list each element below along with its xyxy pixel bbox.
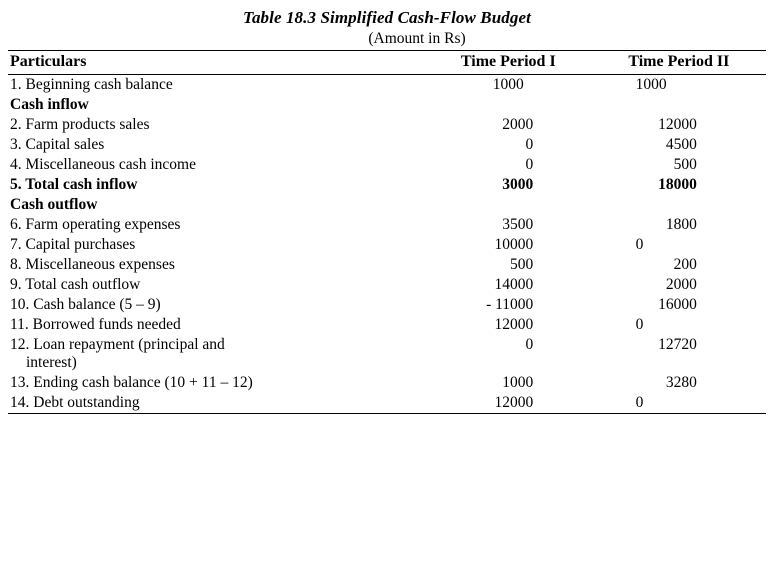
row-value-period-1 — [425, 115, 592, 135]
value-text: 3000 — [502, 176, 534, 193]
value-text: 18000 — [658, 176, 697, 193]
row-value-period-1 — [425, 275, 592, 295]
row-value-period-1 — [425, 155, 592, 175]
row-label: 2. Farm products sales — [10, 116, 150, 133]
table-row — [8, 195, 766, 215]
row-label: 1. Beginning cash balance — [10, 76, 173, 93]
value-text: 500 — [673, 156, 697, 173]
row-value-period-1 — [425, 295, 592, 315]
row-label — [8, 335, 425, 373]
row-value-period-2 — [592, 115, 766, 135]
value-text: 10000 — [494, 236, 534, 253]
row-value-period-2 — [592, 95, 766, 115]
row-value-period-2 — [592, 373, 766, 393]
row-value-period-1 — [425, 195, 592, 215]
row-value-period-2 — [592, 215, 766, 235]
value-text: 0 — [525, 136, 534, 153]
row-value-period-2 — [592, 195, 766, 215]
table-row — [8, 315, 766, 335]
row-label: 8. Miscellaneous expenses — [10, 256, 175, 273]
row-label-line-1: 12. Loan repayment (principal and — [10, 336, 225, 353]
table-head — [8, 51, 766, 75]
value-text: 500 — [510, 256, 534, 273]
row-value-period-1 — [425, 315, 592, 335]
row-value-period-1 — [425, 175, 592, 195]
row-value-period-1 — [425, 235, 592, 255]
row-value-period-1 — [425, 215, 592, 235]
table-row — [8, 95, 766, 115]
row-value-period-1 — [425, 95, 592, 115]
value-text: - 11000 — [486, 296, 534, 313]
value-text: 12000 — [658, 116, 697, 133]
value-text: 12000 — [494, 394, 534, 411]
table-body — [8, 75, 766, 414]
table-header-row — [8, 51, 766, 75]
row-label: 5. Total cash inflow — [10, 176, 138, 193]
value-text: 0 — [525, 156, 534, 173]
amount-unit-note: (Amount in Rs) — [368, 30, 466, 47]
table-row — [8, 275, 766, 295]
row-value-period-1 — [425, 373, 592, 393]
value-text: 1800 — [665, 216, 697, 233]
row-label: 7. Capital purchases — [10, 236, 136, 253]
row-value-period-1 — [425, 335, 592, 373]
row-value-period-2 — [592, 135, 766, 155]
value-text: 3280 — [665, 374, 697, 391]
table-row — [8, 255, 766, 275]
column-header-time-period-2: Time Period II — [628, 53, 730, 70]
row-label: 3. Capital sales — [10, 136, 105, 153]
table-row — [8, 335, 766, 373]
table-row — [8, 135, 766, 155]
row-value-period-2 — [592, 275, 766, 295]
row-value-period-2: 1000 — [635, 76, 667, 93]
value-text: 14000 — [494, 276, 534, 293]
row-value-period-2 — [592, 155, 766, 175]
row-label: Cash outflow — [10, 196, 98, 213]
row-value-period-1 — [425, 135, 592, 155]
row-label: 9. Total cash outflow — [10, 276, 141, 293]
row-value-period-2 — [592, 255, 766, 275]
row-label: Cash inflow — [10, 96, 89, 113]
row-label: 11. Borrowed funds needed — [10, 316, 181, 333]
row-value-period-2: 0 — [635, 316, 644, 333]
table-row — [8, 235, 766, 255]
row-label: 6. Farm operating expenses — [10, 216, 181, 233]
table-row — [8, 175, 766, 195]
column-header-time-period-1: Time Period I — [460, 53, 556, 70]
row-value-period-2 — [592, 335, 766, 373]
table-row — [8, 295, 766, 315]
table-row — [8, 115, 766, 135]
value-text: 12000 — [494, 316, 534, 333]
cash-flow-budget-table — [8, 50, 766, 414]
row-label: 4. Miscellaneous cash income — [10, 156, 196, 173]
row-value-period-2 — [592, 175, 766, 195]
value-text: 4500 — [665, 136, 697, 153]
row-label-line-2: interest) — [26, 354, 77, 371]
value-text: 200 — [673, 256, 697, 273]
row-label: 13. Ending cash balance (10 + 11 – 12) — [10, 374, 253, 391]
table-title: Table 18.3 Simplified Cash-Flow Budget — [243, 8, 531, 27]
row-value-period-1: 1000 — [492, 76, 524, 93]
table-row — [8, 215, 766, 235]
value-text: 2000 — [502, 116, 534, 133]
value-text: 16000 — [658, 296, 697, 313]
column-header-particulars: Particulars — [10, 53, 87, 70]
value-text: 0 — [525, 336, 534, 353]
row-value-period-2: 0 — [635, 236, 644, 253]
table-row — [8, 75, 766, 96]
row-value-period-2: 0 — [635, 394, 644, 411]
value-text: 2000 — [665, 276, 697, 293]
value-text: 12720 — [658, 336, 697, 353]
row-value-period-1 — [425, 255, 592, 275]
value-text: 1000 — [502, 374, 534, 391]
row-label: 10. Cash balance (5 – 9) — [10, 296, 161, 313]
value-text: 3500 — [502, 216, 534, 233]
row-value-period-1 — [425, 393, 592, 414]
table-row — [8, 155, 766, 175]
table-row — [8, 393, 766, 414]
table-row — [8, 373, 766, 393]
row-value-period-2 — [592, 295, 766, 315]
row-label: 14. Debt outstanding — [10, 394, 140, 411]
